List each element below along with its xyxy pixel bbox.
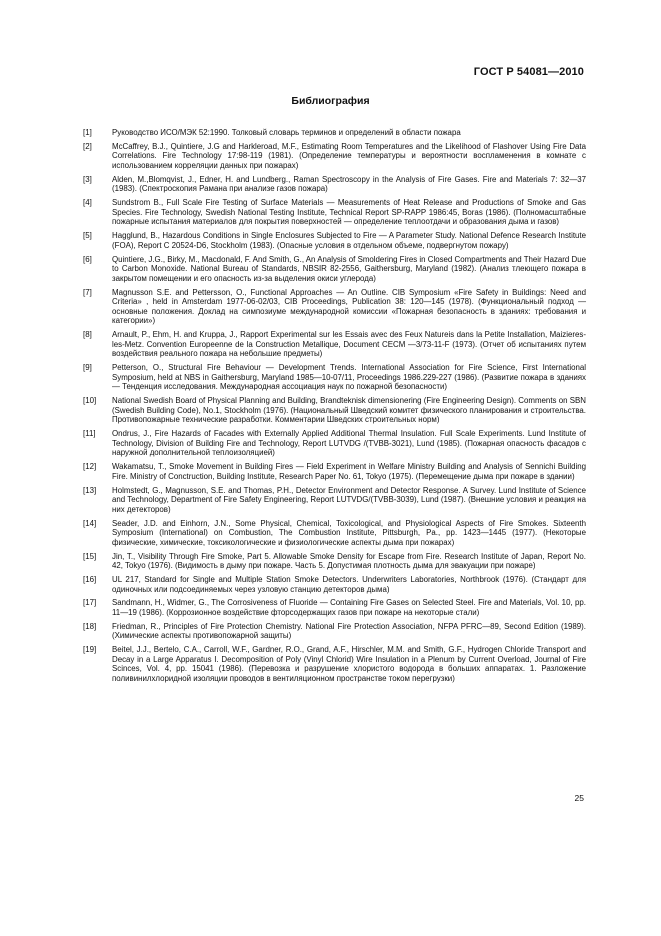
entry-text: McCaffrey, B.J., Quintiere, J.G and Harkleroad, M.F., Estimating Room Temperatures and the Likelihood of Flashover Using Fire Data Correlations. Fire Technology 17:98-119 (1981). (Определение температуры и вероятности воспламенения в комнате с использованием корреляции данных при пожарах) — [112, 141, 586, 170]
entry-text: Seader, J.D. and Einhorn, J.N., Some Physical, Chemical, Toxicological, and Physiological Aspects of Fire Smokes. Sixteenth Symposium (International) on Combustion, The Combustion Institute, Pittsburgh, Pa., pp. 1423—1445 (1977). (Некоторые физические, химические, токсикологические и физиологические аспекты дыма при пожарах) — [112, 518, 586, 547]
bibliography-entry — [83, 598, 586, 617]
entry-text: Wakamatsu, T., Smoke Movement in Building Fires — Field Experiment in Welfare Ministry Building and Analysis of Sennichi Building Fire. Ministry of Conctruction, Building Institute, Research Paper No. 61, Tokyo (1975). (Перемещение дыма при пожаре в здании) — [112, 462, 586, 481]
bibliography-entry — [83, 396, 586, 425]
bibliography-entry — [83, 142, 586, 171]
entry-text: Sundstrom B., Full Scale Fire Testing of Surface Materials — Measurements of Heat Release and Productions of Smoke and Gas Species. Fire Technology, Swedish National Testing Institute, Technical Report SP-RAPP 1986:45, Boras (1986). (Полномасштабные пожарные испытания материалов для покрытия поверхностей — определение теплоотдачи и образования дыма и газов) — [112, 198, 586, 227]
entry-number: [15] — [83, 551, 97, 561]
standard-designation: ГОСТ Р 54081—2010 — [473, 66, 584, 78]
entry-number: [7] — [83, 287, 92, 297]
entry-number: [12] — [83, 462, 97, 472]
entry-text: Friedman, R., Principles of Fire Protection Chemistry. National Fire Protection Association, NFPA PFRC—89, Second Edition (1989). (Химические аспекты противопожарной защиты) — [112, 621, 586, 641]
entry-number: [1] — [83, 128, 92, 137]
entry-text: Ondrus, J., Fire Hazards of Facades with Externally Applied Additional Thermal Insulation. Full Scale Experiments. Lund Institute of Technology, Division of Building Fire and Technology, Report LUTVDG /(TVBB-3021), Lund (1985). (Пожарная опасность фасадов с наружной дополнительной теплоизоляцией) — [112, 429, 586, 458]
page-title: Библиография — [291, 95, 370, 107]
bibliography-entry — [83, 198, 586, 227]
bibliography-entry — [83, 231, 586, 250]
entry-number: [19] — [83, 645, 97, 655]
entry-number: [17] — [83, 598, 97, 608]
bibliography-entry — [83, 462, 586, 481]
entry-text: UL 217, Standard for Single and Multiple Station Smoke Detectors. Underwriters Laboratories, Northbrook (1976). (Стандарт для одиночных или подсоединяемых через узловую станцию детекторов дыма) — [112, 575, 586, 594]
bibliography-entry — [83, 519, 586, 548]
bibliography-entry — [83, 128, 586, 138]
entry-text: Jin, T., Visibility Through Fire Smoke, Part 5. Allowable Smoke Density for Escape from Fire. Research Institute of Japan, Report No. 42, Tokyo (1976). (Видимость в дыму при пожаре. Часть 5. Допустимая плотность дыма для эвакуации при пожаре) — [112, 551, 586, 571]
bibliography-entry — [83, 645, 586, 683]
bibliography-entry — [83, 255, 586, 284]
bibliography-entry — [83, 363, 586, 392]
entry-text: Hagglund, B., Hazardous Conditions in Single Enclosures Subjected to Fire — A Parameter Study. National Defence Research Institute (FOA), Report C 20524-D6, Stockholm (1983). (Опасные условия в отдельном объеме, подвергнутом пожару) — [112, 231, 586, 250]
entry-text: Arnault, P., Ehm, H. and Kruppa, J., Rapport Experimental sur les Essais avec des Feux Natureis dans la Petite Installation, Maizieres-les-Metz. Convention Europeenne de la Construction Metallique, Document CECM —3/73-11-F (1973). (Отчет об испытаниях путем воздействия реального пожара на небольшие предметы) — [112, 330, 586, 359]
entry-number: [8] — [83, 330, 92, 340]
bibliography-entry — [83, 552, 586, 571]
page-number: 25 — [574, 793, 584, 803]
entry-number: [3] — [83, 174, 92, 184]
entry-number: [2] — [83, 141, 92, 151]
entry-number: [18] — [83, 621, 97, 631]
entry-number: [10] — [83, 396, 97, 406]
bibliography-entry — [83, 175, 586, 194]
entry-text: Quintiere, J.G., Birky, M., Macdonald, F. And Smith, G., An Analysis of Smoldering Fires in Closed Compartments and Their Hazard Due to Carbon Monoxide. National Bureau of Standards, NBSIR 82-2556, Gaithersburg, Maryland (1982). (Анализ тлеющего пожара в закрытом помещении и его опасность из-за выделения окиси углерода) — [112, 254, 586, 283]
bibliography-entry — [83, 288, 586, 326]
entry-number: [9] — [83, 363, 92, 373]
entry-text: Alden, M.,Blomqvist, J., Edner, H. and Lundberg., Raman Spectroscopy in the Analysis of Fire Gases. Fire and Materials 7: 32—37 (1983). (Спектроскопия Рамана при анализе газов пожара) — [112, 174, 586, 194]
bibliography-entry — [83, 486, 586, 515]
entry-number: [6] — [83, 254, 92, 264]
entry-text: Beitel, J.J., Bertelo, C.A., Carroll, W.F., Gardner, R.O., Grand, A.F., Hirschler, M.M. and Smith, G.F., Hydrogen Chloride Transport and Decay in a Large Apparatus I. Decomposition of Poly (Vinyl Chlorid) Wire Insulation in a Plenum by Current Overload, Journal of Fire Scinces, Vol. 4, pp. 15041 (1986). (Перевозка и разрушение хлористого водорода в больших аппаратах. 1. Разложение поливинилхлоридной изоляции проводов в вентиляционном пространстве током перегрузки) — [112, 645, 586, 683]
entry-number: [13] — [83, 485, 97, 495]
bibliography-entry — [83, 429, 586, 458]
entry-text: Magnusson S.E. and Pettersson, O., Functional Approaches — An Outline. CIB Symposium «Fire Safety in Buildings: Need and Criteria» , held in Amsterdam 1977-06-02/03, CIB Proceedings, Publication 38: 120—145 (1978). (Функциональный подход — основные положения. Доклад на симпозиуме международной комиссии «Пожарная безопасность в зданиях: требования и категории») — [112, 287, 586, 326]
entry-text: National Swedish Board of Physical Planning and Building, Brandteknisk dimensionering (Fire Engineering Design). Comments on SBN (Swedish Building Code), No.1, Stockholm (1976). (Национальный Шведский комитет физического планирования и строительства. Противопожарные технические разработки. Комментарии Шведских строительных норм) — [112, 396, 586, 425]
entry-number: [4] — [83, 198, 92, 208]
entry-number: [5] — [83, 231, 92, 241]
entry-number: [14] — [83, 518, 97, 528]
entry-text: Petterson, O., Structural Fire Behaviour — Development Trends. International Association for Fire Science, First International Symposium, held at NBS in Gaithersburg, Maryland 1985—10-07/11, Proceedings 1986.229-227 (1986). (Развитие пожара в зданиях — Тенденция исследования. Международная ассоциация наук по пожарной безопасности) — [112, 363, 586, 392]
bibliography-entry — [83, 622, 586, 641]
bibliography-list — [83, 128, 586, 688]
entry-text: Holmstedt, G., Magnusson, S.E. and Thomas, P.H., Detector Environment and Detector Response. A Survey. Lund Institute of Science and Technology, Department of Fire Safety Engineering, Report LUTVDG/(TVBB-3039), Lund (1987). (Внешние условия и реакция на них детекторов) — [112, 485, 586, 514]
entry-number: [16] — [83, 575, 97, 585]
entry-text: Sandmann, H., Widmer, G., The Corrosiveness of Fluoride — Containing Fire Gases on Selected Steel. Fire and Materials, Vol. 10, pp. 11—19 (1986). (Коррозионное воздействие фторсодержащих газов при пожаре на некоторые стали) — [112, 598, 586, 618]
bibliography-entry — [83, 575, 586, 594]
bibliography-entry — [83, 330, 586, 359]
entry-number: [11] — [83, 429, 96, 439]
entry-text: Руководство ИСО/МЭК 52:1990. Толковый словарь терминов и определений в области пожара — [112, 128, 461, 137]
